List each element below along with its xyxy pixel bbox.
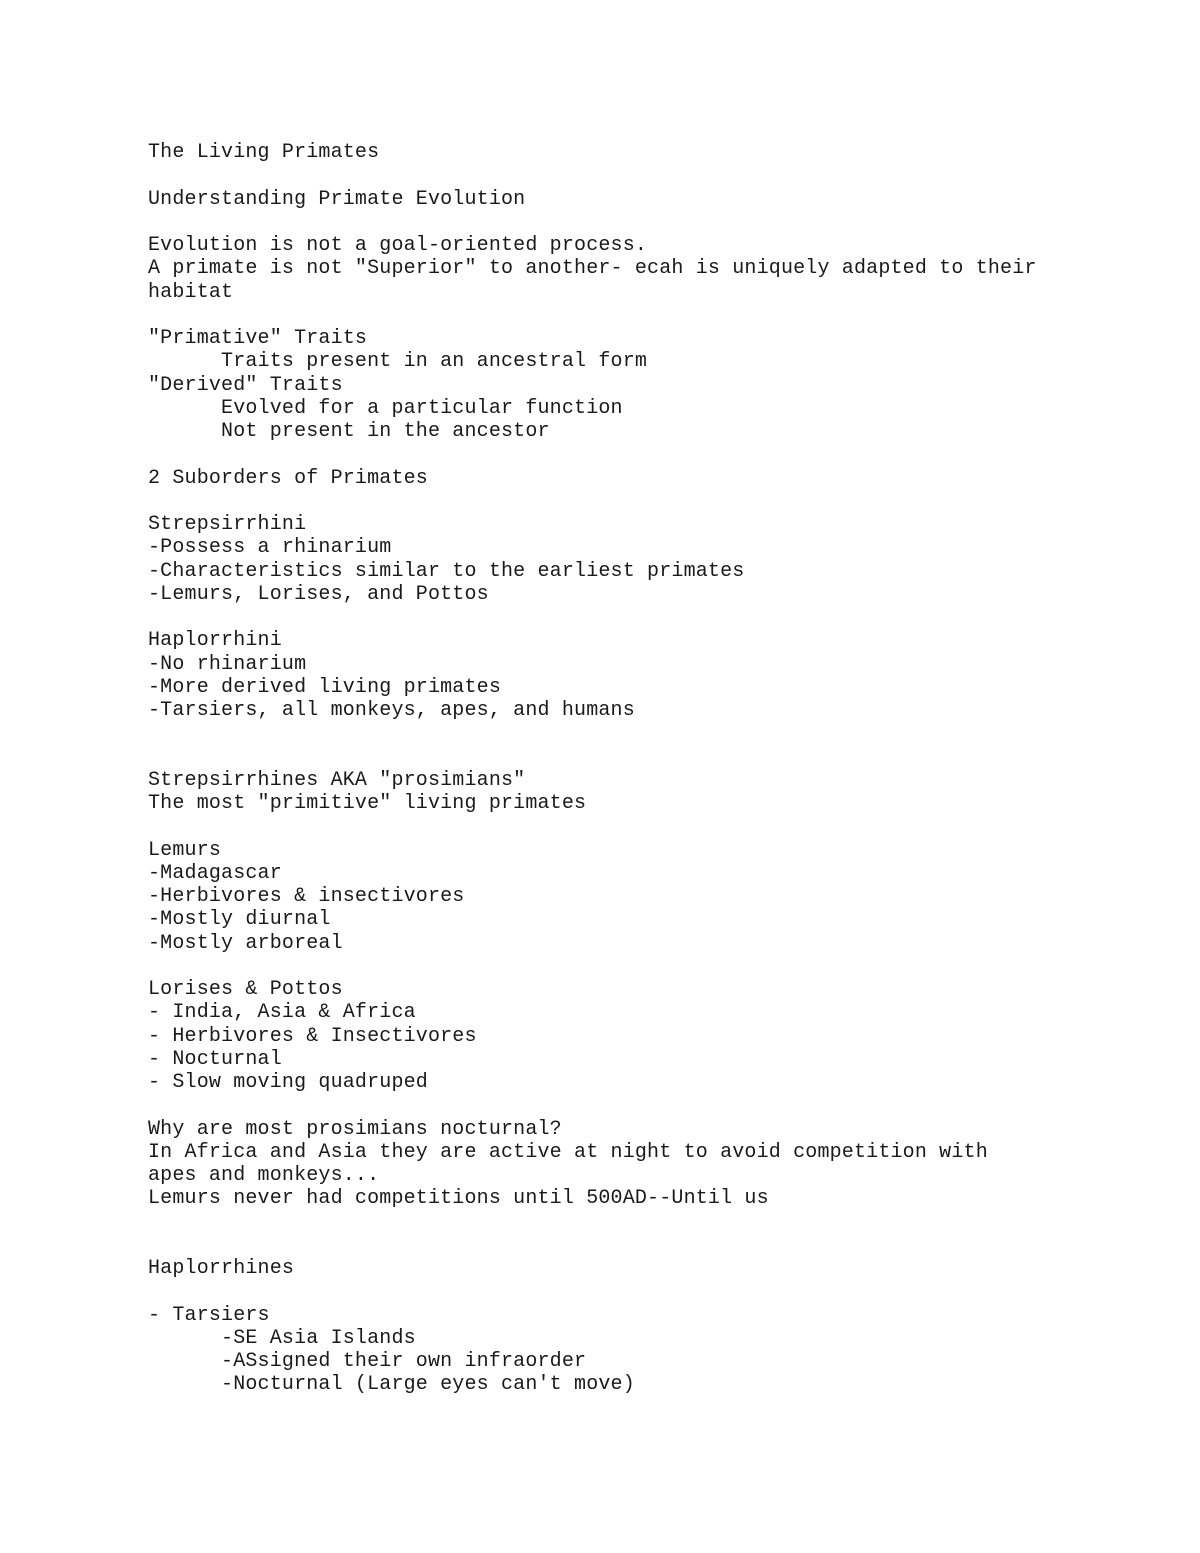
blank-line [148, 1234, 1037, 1257]
text-line: Strepsirrhini [148, 513, 307, 536]
blank-line [148, 1280, 1037, 1303]
text-line: - India, Asia & Africa [148, 1001, 416, 1025]
blank-line [148, 1094, 1037, 1117]
text-line: -Possess a rhinarium [148, 536, 392, 560]
text-line: A primate is not "Superior" to another- ecah is uniquely adapted to their [148, 257, 1037, 281]
blank-line [148, 304, 1037, 327]
text-line: - Tarsiers [148, 1303, 270, 1327]
text-line: Lemurs [148, 838, 222, 862]
blank-line [148, 164, 1037, 187]
blank-line [148, 746, 1037, 769]
text-line: "Primative" Traits [148, 327, 368, 350]
text-line: habitat [148, 280, 234, 304]
blank-line [148, 722, 1037, 745]
text-line: -No rhinarium [148, 652, 307, 676]
text-line: -ASsigned their own infraorder [148, 1350, 587, 1373]
blank-line [148, 955, 1037, 978]
text-line: -Nocturnal (Large eyes can't move) [148, 1373, 635, 1397]
text-line: - Herbivores & Insectivores [148, 1024, 477, 1048]
text-line: -Mostly diurnal [148, 908, 331, 932]
blank-line [148, 606, 1037, 629]
text-line: Lorises & Pottos [148, 978, 343, 1001]
text-line: -Characteristics similar to the earliest primates [148, 559, 745, 583]
document-title: The Living Primates [148, 141, 380, 164]
text-line: -Madagascar [148, 861, 282, 885]
text-line: Not present in the ancestor [148, 420, 550, 443]
text-line: - Nocturnal [148, 1047, 282, 1071]
text-line: -Lemurs, Lorises, and Pottos [148, 582, 489, 606]
text-line: -More derived living primates [148, 675, 501, 699]
blank-line [148, 490, 1037, 513]
blank-line [148, 211, 1037, 234]
text-line: Haplorrhini [148, 629, 282, 653]
text-line: In Africa and Asia they are active at night to avoid competition with [148, 1140, 988, 1164]
text-line: -Mostly arboreal [148, 931, 343, 955]
blank-line [148, 815, 1037, 838]
blank-line [148, 1211, 1037, 1234]
section-heading: 2 Suborders of Primates [148, 466, 428, 490]
text-line: apes and monkeys... [148, 1164, 380, 1187]
section-heading: Understanding Primate Evolution [148, 187, 526, 211]
text-line: Traits present in an ancestral form [148, 350, 648, 374]
text-line: "Derived" Traits [148, 373, 343, 397]
document-text [148, 141, 1037, 1397]
text-line: -Tarsiers, all monkeys, apes, and humans [148, 699, 635, 722]
text-line: -Herbivores & insectivores [148, 885, 465, 908]
text-line: The most "primitive" living primates [148, 792, 587, 815]
text-line: Strepsirrhines AKA "prosimians" [148, 768, 526, 792]
text-line: Why are most prosimians nocturnal? [148, 1117, 562, 1141]
section-heading: Haplorrhines [148, 1257, 295, 1280]
text-line: -SE Asia Islands [148, 1326, 416, 1350]
text-line: - Slow moving quadruped [148, 1071, 428, 1094]
text-line: Lemurs never had competitions until 500AD--Until us [148, 1187, 769, 1211]
blank-line [148, 443, 1037, 466]
text-line: Evolution is not a goal-oriented process. [148, 234, 648, 257]
text-line: Evolved for a particular function [148, 396, 623, 420]
